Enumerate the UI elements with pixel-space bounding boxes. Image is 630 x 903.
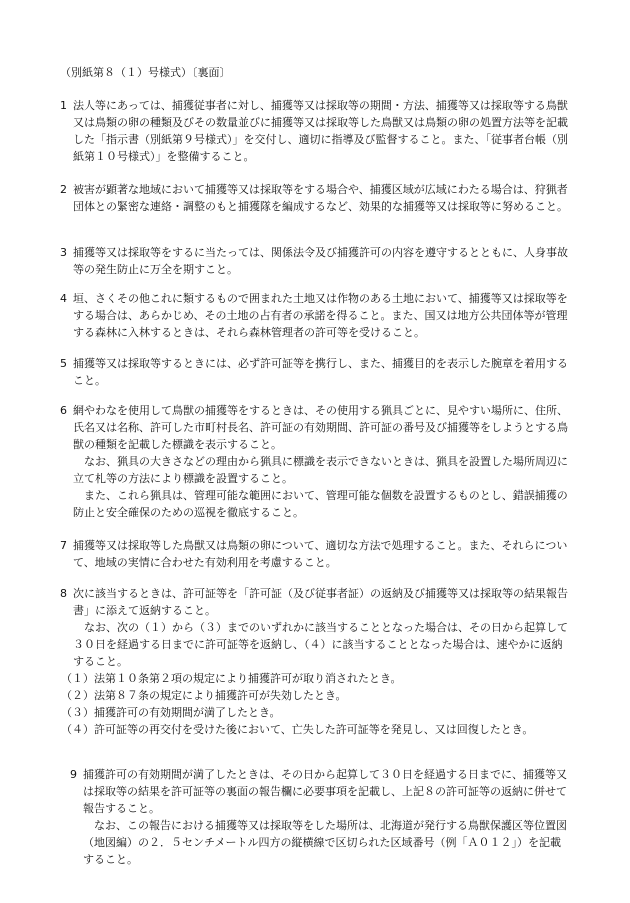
list-item <box>70 766 570 868</box>
item-number: 8 <box>60 587 67 600</box>
list-item <box>60 97 570 165</box>
item-number: 1 <box>60 99 67 112</box>
list-item <box>60 402 570 521</box>
item-text: なお、次の（１）から（３）までのいずれかに該当することとなった場合は、その日から起算して３０日を経過する日までに許可証等を返納し、（４）に該当することとなった場合は、速やかに返納すること。 <box>73 621 568 668</box>
sub-item: （２）法第８７条の規定により捕獲許可が失効したとき。 <box>61 689 347 702</box>
item-text: 捕獲許可の有効期間が満了したときは、その日から起算して３０日を経過する日までに、捕獲等又は採取等の結果を許可証等の裏面の報告欄に必要事項を記載し、上記８の許可証等の返納に併せて報告すること。 <box>83 768 567 815</box>
item-text: 法人等にあっては、捕獲従事者に対し、捕獲等又は採取等の期間・方法、捕獲等又は採取等する鳥獣又は鳥類の卵の種類及びその数量並びに捕獲等又は採取等した鳥獣又は鳥類の卵の処置方法等を記載した「指示書（別紙第９号様式）」を交付し、適切に指導及び監督すること。また、「従事者台帳（別紙第１０号様式）」を整備すること。 <box>73 99 568 163</box>
list-item <box>60 290 570 341</box>
item-number: 9 <box>70 768 77 781</box>
form-header: （別紙第８（１）号様式）〔裏面〕 <box>60 66 231 79</box>
list-item <box>60 181 570 215</box>
item-text: 捕獲等又は採取等した鳥獣又は鳥類の卵について、適切な方法で処理すること。また、それらについて、地域の実情に合わせた有効利用を考慮すること。 <box>73 539 568 569</box>
list-item <box>60 355 570 389</box>
sub-item: （１）法第１０条第２項の規定により捕獲許可が取り消されたとき。 <box>61 672 402 685</box>
sub-item: （４）許可証等の再交付を受けた後において、亡失した許可証等を発見し、又は回復したとき。 <box>61 723 534 736</box>
item-text: なお、猟具の大きさなどの理由から猟具に標識を表示できないときは、猟具を設置した場所周辺に立て札等の方法により標識を設置すること。 <box>73 455 568 485</box>
list-item <box>60 244 570 278</box>
item-text: 被害が顕著な地域において捕獲等又は採取等をする場合や、捕獲区域が広域にわたる場合は、狩猟者団体との緊密な連絡・調整のもと捕獲隊を編成するなど、効果的な捕獲等又は採取等に努めること。 <box>73 183 568 213</box>
item-number: 6 <box>60 404 67 417</box>
item-text: 網やわなを使用して鳥獣の捕獲等をするときは、その使用する猟具ごとに、見やすい場所に、住所、氏名又は名称、許可した市町村長名、許可証の有効期間、許可証の番号及び捕獲等をしようとする鳥獣の種類を記載した標識を表示すること。 <box>73 404 568 451</box>
item-number: 2 <box>60 183 67 196</box>
item-number: 4 <box>60 292 67 305</box>
list-item <box>60 585 570 738</box>
item-text: 次に該当するときは、許可証等を「許可証（及び従事者証）の返納及び捕獲等又は採取等の結果報告書」に添えて返納すること。 <box>73 587 568 617</box>
item-number: 7 <box>60 539 67 552</box>
list-item <box>60 537 570 571</box>
item-text: また、これら猟具は、管理可能な範囲において、管理可能な個数を設置するものとし、錯誤捕獲の防止と安全確保のための巡視を徹底すること。 <box>73 489 568 519</box>
item-text: 垣、さくその他これに類するもので囲まれた土地又は作物のある土地において、捕獲等又は採取等をする場合は、あらかじめ、その土地の占有者の承諾を得ること。また、国又は地方公共団体等が管理する森林に入林するときは、それら森林管理者の許可等を受けること。 <box>73 292 568 339</box>
item-text: 捕獲等又は採取等をするに当たっては、関係法令及び捕獲許可の内容を遵守するとともに、人身事故等の発生防止に万全を期すこと。 <box>73 246 568 276</box>
item-number: 5 <box>60 357 67 370</box>
item-number: 3 <box>60 246 67 259</box>
item-text: なお、この報告における捕獲等又は採取等をした場所は、北海道が発行する鳥獣保護区等位置図（地図編）の２．５センチメートル四方の縦横線で区切られた区域番号（例「Ａ０１２」）を記載すること。 <box>83 819 567 866</box>
sub-item: （３）捕獲許可の有効期間が満了したとき。 <box>61 706 281 719</box>
item-text: 捕獲等又は採取等するときには、必ず許可証等を携行し、また、捕獲目的を表示した腕章を着用すること。 <box>73 357 568 387</box>
